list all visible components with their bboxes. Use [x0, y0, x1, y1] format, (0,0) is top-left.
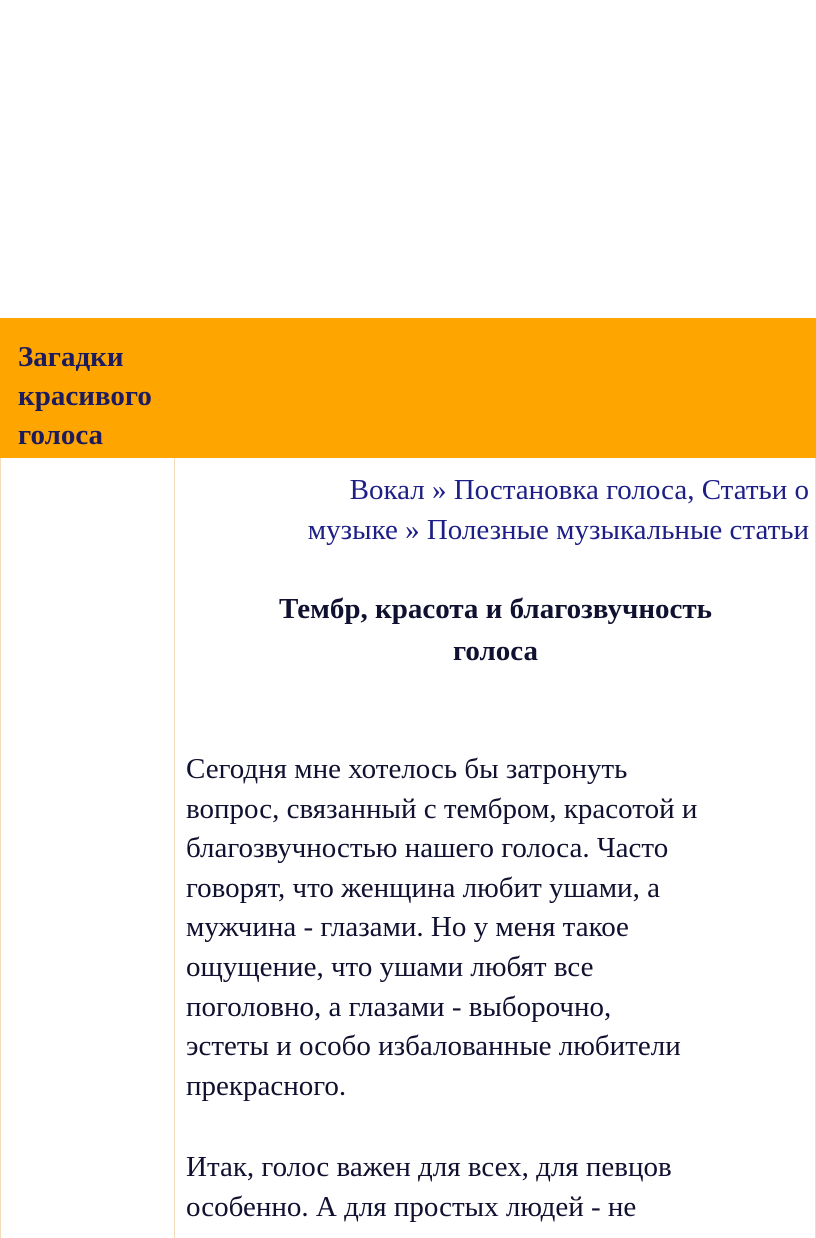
paragraph-1-line: прекрасного.: [186, 1069, 347, 1102]
page-title-line-2: красивого: [18, 380, 152, 412]
page-title-line-3: голоса: [18, 419, 104, 451]
breadcrumb-line-1[interactable]: Вокал » Постановка голоса, Статьи о: [349, 474, 809, 506]
header-bar: [0, 318, 816, 458]
breadcrumb-line-2[interactable]: музыке » Полезные музыкальные статьи: [307, 514, 809, 546]
paragraph-1-line: поголовно, а глазами - выборочно,: [186, 990, 612, 1023]
left-column: [0, 458, 175, 1238]
article-title-line-1: Тембр, красота и благозвучность: [279, 593, 712, 625]
paragraph-1-line: благозвучностью нашего голоса. Часто: [186, 832, 669, 865]
paragraph-2: [186, 1148, 811, 1227]
page-title-line-1: Загадки: [18, 341, 124, 373]
paragraph-2-line: особенно. А для простых людей - не: [186, 1190, 637, 1223]
paragraph-1-line: говорят, что женщина любит ушами, а: [186, 871, 660, 904]
paragraph-2-line: Итак, голос важен для всех, для певцов: [186, 1151, 672, 1183]
page-title: [18, 338, 218, 455]
paragraph-1-line: вопрос, связанный с тембром, красотой и: [186, 792, 698, 825]
paragraph-1-line: ощущение, что ушами любят все: [186, 950, 594, 983]
paragraph-1-line: мужчина - глазами. Но у меня такое: [186, 911, 629, 944]
article-content: [175, 458, 816, 1238]
paragraph-1-line: Сегодня мне хотелось бы затронуть: [186, 753, 628, 785]
breadcrumb: [179, 470, 809, 550]
article-title: [175, 588, 816, 672]
article-title-line-2: голоса: [452, 635, 539, 667]
paragraph-1-line: эстеты и особо избалованные любители: [186, 1030, 681, 1063]
paragraph-1: [186, 750, 811, 1106]
